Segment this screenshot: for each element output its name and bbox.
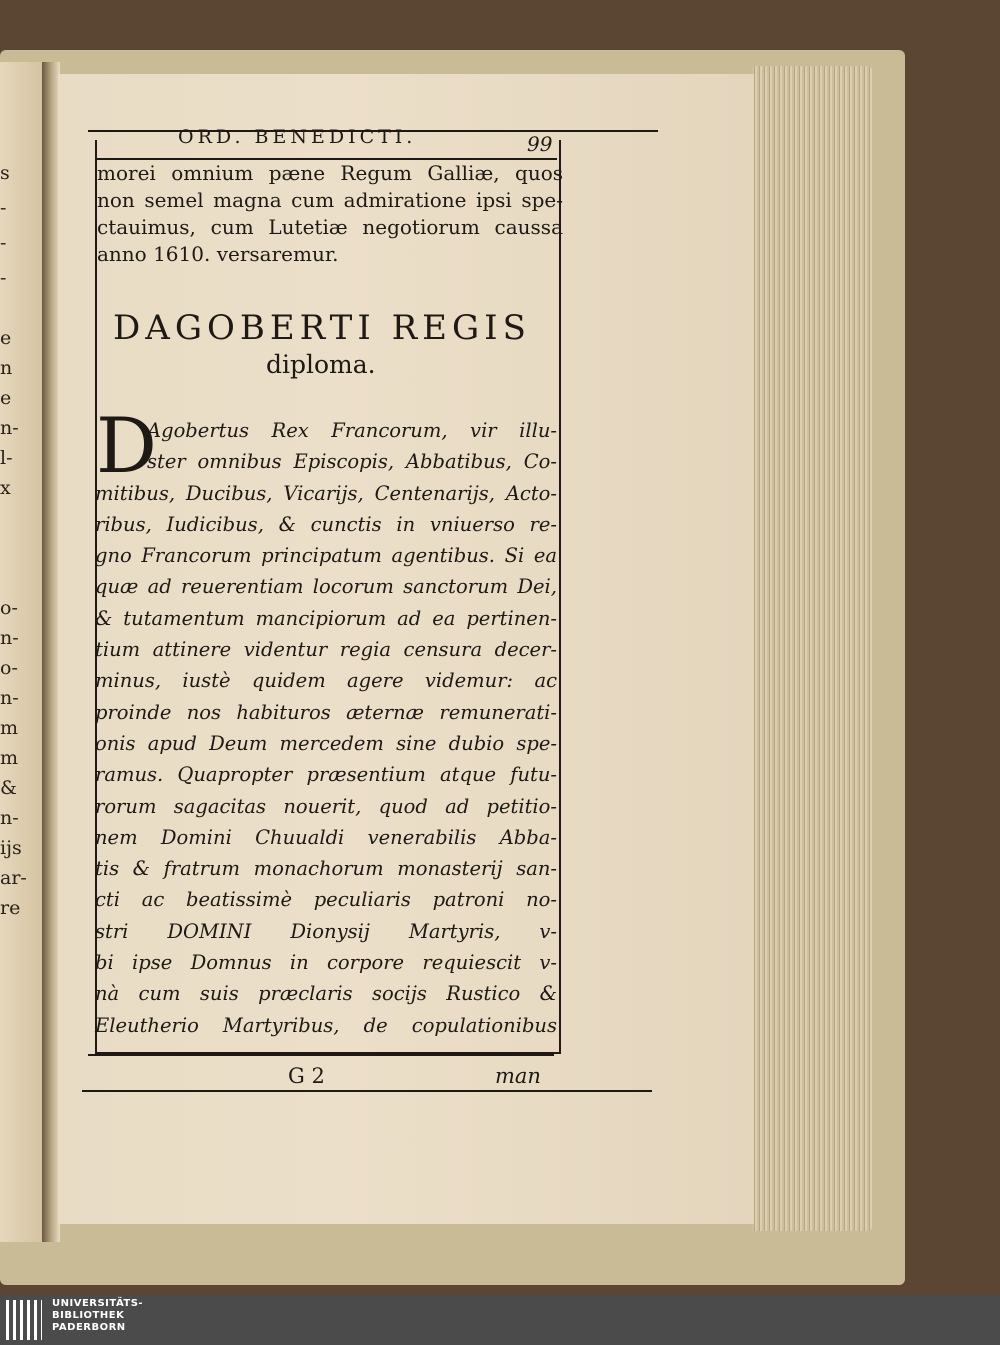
body-line: nà cum suis præclaris socijs Rustico & <box>95 982 557 1006</box>
left-page-fragment: m <box>0 717 19 739</box>
left-page-fragment: n- <box>0 687 19 709</box>
left-page-fragment: n- <box>0 627 19 649</box>
logo-line: PADERBORN <box>52 1322 126 1333</box>
section-subtitle: diploma. <box>266 350 376 379</box>
left-page-fragment: o- <box>0 597 18 619</box>
library-logo-text <box>52 1298 143 1334</box>
left-page-fragment: o- <box>0 657 18 679</box>
footer-rule <box>82 1090 652 1092</box>
logo-line: BIBLIOTHEK <box>52 1310 125 1321</box>
left-page-fragment: & <box>0 777 17 799</box>
left-page-fragment: re <box>0 897 21 919</box>
page-edges <box>752 66 872 1231</box>
body-line: proinde nos habituros æternæ remunerati- <box>95 700 557 724</box>
signature-mark: G 2 <box>288 1064 325 1088</box>
library-footer-bar <box>0 1295 1000 1345</box>
left-page-fragment: s <box>0 162 10 184</box>
left-page-edge <box>0 62 42 1242</box>
left-page-fragment: ijs <box>0 837 22 859</box>
library-logo-icon <box>6 1300 42 1340</box>
left-page-fragment: m <box>0 747 19 769</box>
body-line: quæ ad reuerentiam locorum sanctorum Dei, <box>95 575 557 599</box>
page-number: 99 <box>527 132 553 156</box>
left-page-fragment: e <box>0 327 12 349</box>
left-page-fragment: ar- <box>0 867 27 889</box>
left-page-fragment: - <box>0 232 7 254</box>
intro-line: ctauimus, cum Lutetiæ negotiorum caussa <box>97 215 563 239</box>
body-line: cti ac beatissimè peculiaris patroni no- <box>95 888 557 912</box>
body-line: gno Francorum principatum agentibus. Si ea <box>95 544 557 568</box>
left-page-fragment: n- <box>0 807 19 829</box>
body-line: & tutamentum mancipiorum ad ea pertinen- <box>95 606 557 630</box>
left-page-fragment: - <box>0 267 7 289</box>
body-line: Eleutherio Martyribus, de copulationibus <box>95 1013 557 1037</box>
body-line: Agobertus Rex Francorum, vir illu- <box>147 419 557 442</box>
left-page-fragment: - <box>0 197 7 219</box>
intro-line: non semel magna cum admiratione ipsi spe- <box>97 188 563 212</box>
body-line: ramus. Quapropter præsentium atque futu- <box>95 763 557 787</box>
body-line: rorum sagacitas nouerit, quod ad petitio- <box>95 794 557 818</box>
body-line: nem Domini Chuualdi venerabilis Abba- <box>95 825 557 849</box>
body-line: onis apud Deum mercedem sine dubio spe- <box>95 731 557 755</box>
body-line: tium attinere videntur regia censura decer- <box>95 638 557 662</box>
running-head: ORD. BENEDICTI. <box>178 126 417 148</box>
body-line: stri DOMINI Dionysij Martyris, v- <box>95 919 557 943</box>
body-line: bi ipse Domnus in corpore requiescit v- <box>95 951 557 975</box>
body-line: tis & fratrum monachorum monasterij san- <box>95 857 557 881</box>
left-page-fragment: n- <box>0 417 19 439</box>
left-page-fragment: n <box>0 357 13 379</box>
left-page-fragment: x <box>0 477 11 499</box>
left-page-fragment: e <box>0 387 12 409</box>
section-title: DAGOBERTI REGIS <box>113 308 531 348</box>
text-bottom-rule <box>88 1054 554 1056</box>
body-line: ribus, Iudicibus, & cunctis in vniuerso re- <box>95 512 557 536</box>
body-line: mitibus, Ducibus, Vicarijs, Centenarijs, Acto- <box>95 481 557 505</box>
intro-line: morei omnium pæne Regum Galliæ, quos <box>97 161 563 185</box>
diploma-body <box>95 415 557 1041</box>
body-line: ster omnibus Episcopis, Abbatibus, Co- <box>147 450 557 474</box>
intro-line: anno 1610. versaremur. <box>97 242 339 266</box>
left-page-fragment: l- <box>0 447 13 469</box>
drop-initial: D <box>96 401 157 490</box>
logo-line: UNIVERSITÄTS- <box>52 1298 144 1309</box>
catchword: man <box>495 1064 541 1088</box>
body-line: minus, iustè quidem agere videmur: ac <box>95 669 557 693</box>
